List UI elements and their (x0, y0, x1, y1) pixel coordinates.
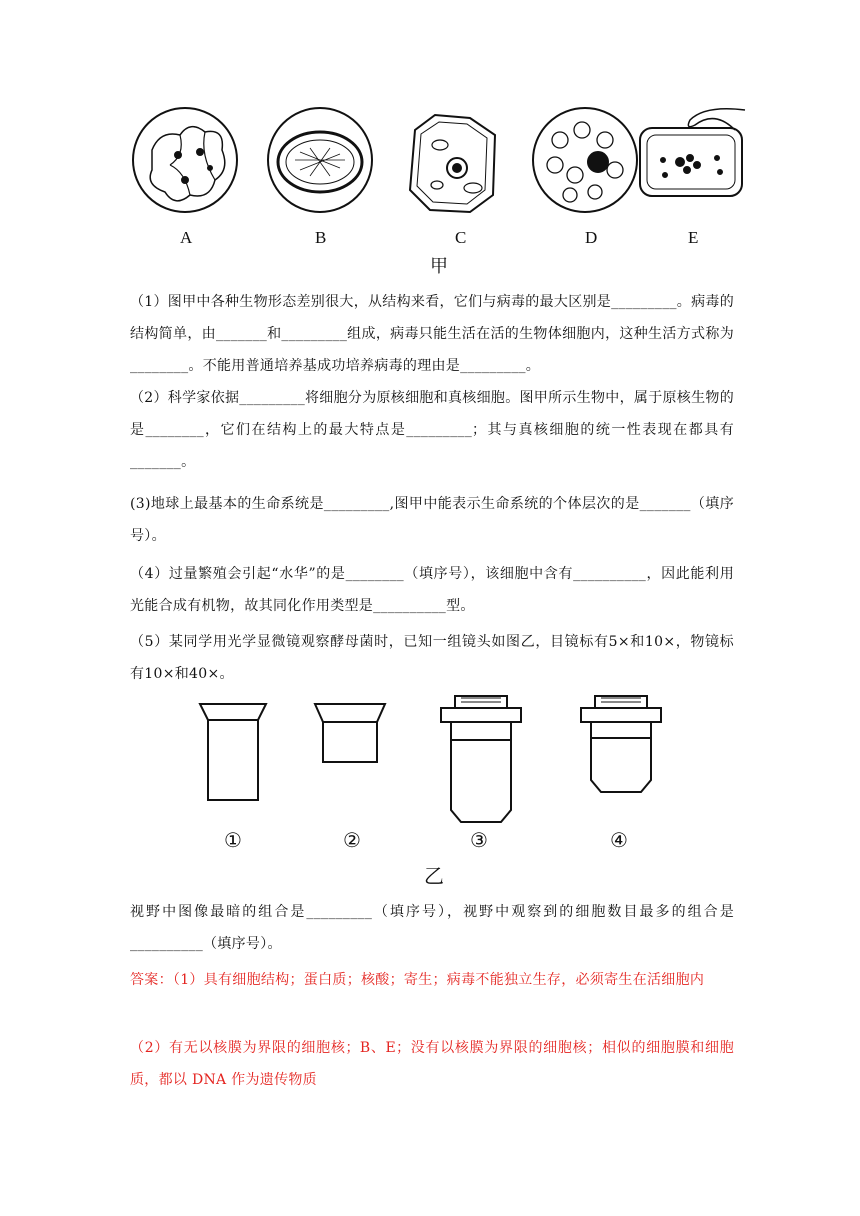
label-a: A (180, 228, 193, 247)
label-c: C (455, 228, 467, 247)
question-3: (3)地球上最基本的生命系统是_________,图甲中能表示生命系统的个体层次的是_______（填序号）。 (130, 496, 734, 544)
label-b: B (315, 228, 327, 247)
question-5-continued: 视野中图像最暗的组合是_________（填序号），视野中观察到的细胞数目最多的组合是__________（填序号）。 (130, 904, 734, 952)
cell-a-image (133, 108, 237, 212)
lens-label-2: ② (343, 828, 361, 852)
question-4: （4）过量繁殖会引起“水华”的是________（填序号），该细胞中含有__________，因此能利用光能合成有机物，故其同化作用类型是__________型。 (130, 566, 734, 614)
figure-jia (130, 100, 750, 280)
cell-d-image (533, 108, 637, 212)
lens-1-image (200, 704, 266, 800)
lens-4-image (581, 696, 661, 792)
answer-1: 答案：（1）具有细胞结构；蛋白质；核酸；寄生；病毒不能独立生存，必须寄生在活细胞内 (130, 972, 705, 988)
cell-c-image (410, 115, 495, 212)
question-1: （1）图甲中各种生物形态差别很大，从结构来看，它们与病毒的最大区别是_________。病毒的结构简单，由_______和_________组成，病毒只能生活在活的生物体细胞内，这种生活方式称为________。不能用普通培养基成功培养病毒的理由是_________。 (130, 294, 735, 374)
figure-yi-caption: 乙 (424, 864, 444, 888)
label-d: D (585, 228, 598, 247)
cell-b-image (268, 108, 372, 212)
lens-3-image (441, 696, 521, 822)
question-5: （5）某同学用光学显微镜观察酵母菌时，已知一组镜头如图乙，目镜标有5×和10×，物镜标有10×和40×。 (130, 634, 734, 682)
figure-yi (190, 690, 690, 890)
question-2: （2）科学家依据_________将细胞分为原核细胞和真核细胞。图甲所示生物中，属于原核生物的是________，它们在结构上的最大特点是_________；其与真核细胞的统一性表现在都具有_______。 (130, 390, 735, 470)
cell-e-image (640, 109, 745, 196)
label-e: E (688, 228, 699, 247)
figure-jia-caption: 甲 (430, 256, 448, 277)
lens-label-3: ③ (470, 828, 488, 852)
lens-label-1: ① (224, 828, 242, 852)
answer-2: （2）有无以核膜为界限的细胞核；B、E；没有以核膜为界限的细胞核；相似的细胞膜和细胞质，都以 DNA 作为遗传物质 (130, 1040, 734, 1088)
lens-2-image (315, 704, 385, 762)
lens-label-4: ④ (610, 828, 628, 852)
